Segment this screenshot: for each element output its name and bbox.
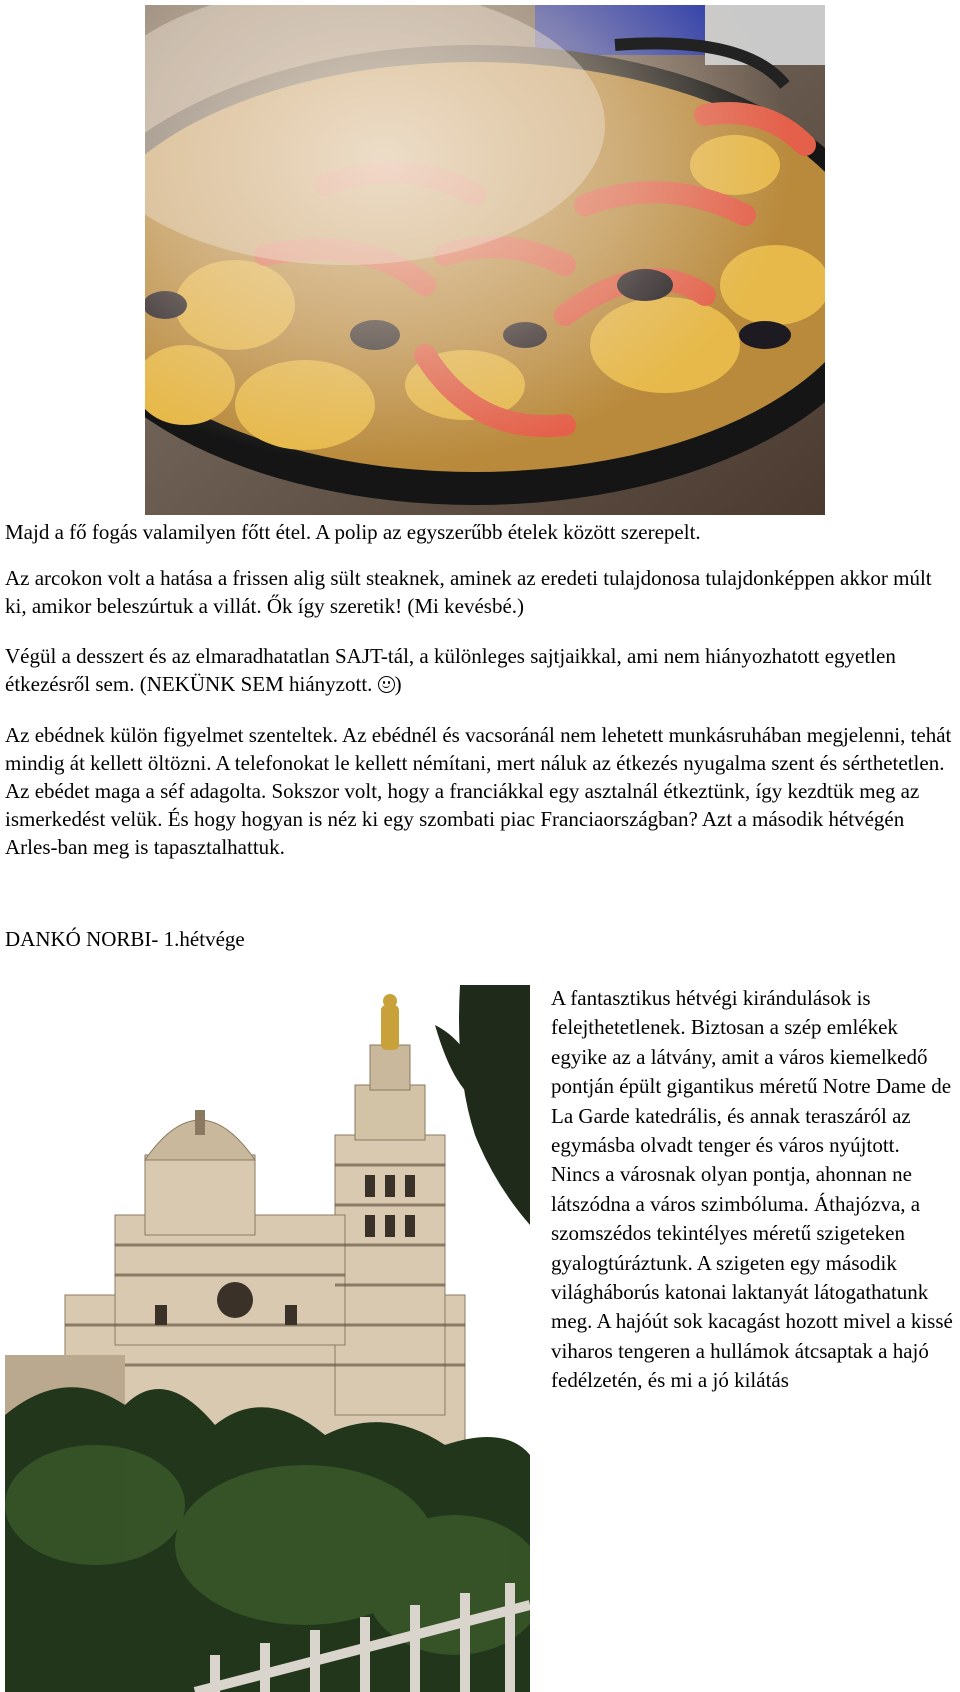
author-signature: DANKÓ NORBI- 1.hétvége [5,927,245,951]
paragraph-main-course: Majd a fő fogás valamilyen főtt étel. A polip az egyszerűbb ételek között szerepelt. [5,520,701,544]
smiley-icon [378,676,395,693]
paragraph-steak: Az arcokon volt a hatása a frissen alig sült steaknek, aminek az eredeti tulajdonosa tulajdonképpen akkor múlt ki, amikor beleszúrtuk a villát. Ők így szeretik! (Mi kevésbé.) [5,566,932,618]
paragraph-dessert [5,642,955,698]
cathedral-photo [5,985,530,1692]
paragraph-dessert-end: ) [394,672,402,696]
paragraph-dessert-text: Végül a desszert és az elmaradhatatlan SAJT-tál, a különleges sajtjaikkal, ami nem hiányozhatott egyetlen étkezésről sem. (NEKÜNK SEM hiányzott. [5,644,896,696]
paragraph-lunch: Az ebédnek külön figyelmet szenteltek. Az ebédnél és vacsoránál nem lehetett munkásruhában megjelenni, tehát mindig át kellett öltözni. A telefonokat le kellett némítani, mert náluk az étkezés nyugalma szent és sérthetetlen. Az ebédet maga a séf adagolta. Sokszor volt, hogy a franciákkal egy asztalnál étkeztünk, így kezdtük meg az ismerkedést velük. És hogy hogyan is néz ki egy szombati piac Franciaországban? Azt a második hétvégén Arles-ban meg is tapasztalhattuk. [5,723,952,859]
excursion-text: A fantasztikus hétvégi kirándulások is felejthetetlenek. Biztosan a szép emlékek egyike az a látvány, amit a város kiemelkedő pontján épült gigantikus méretű Notre Dame de La Garde katedrális, és annak teraszáról az egymásba olvadt tenger és város nyújtott. Nincs a városnak olyan pontja, ahonnan ne látszódna a város szimbóluma. Áthajózva, a szomszédos tekintélyes méretű szigeteken gyalogtúráztunk. A szigeten egy második világháborús katonai laktanyát látogathatunk meg. A hajóút sok kacagást hozott mivel a kissé viharos tengeren a hullámok átcsaptak a hajó fedélzetén, és mi a jó kilátás [551,986,953,1393]
seafood-pan-photo [145,5,825,515]
